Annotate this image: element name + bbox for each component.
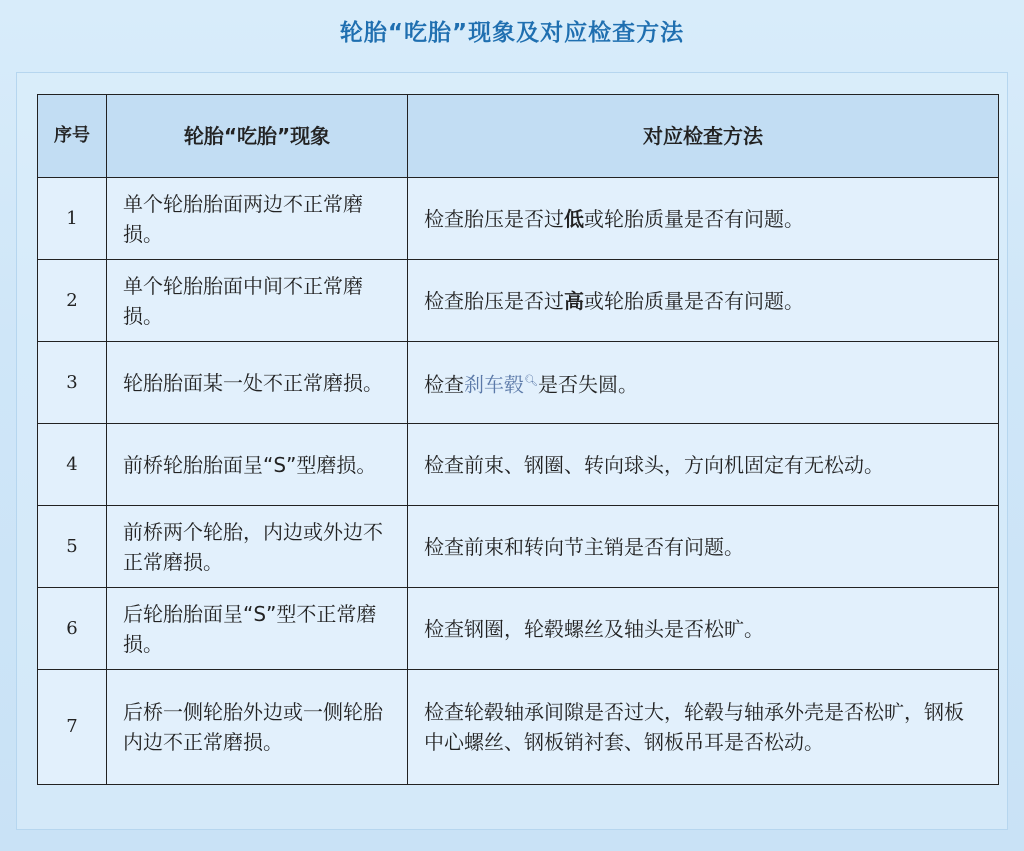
row-index: 4 xyxy=(38,424,107,506)
row-index: 6 xyxy=(38,588,107,670)
method-text: 检查胎压是否过 xyxy=(424,288,564,313)
header-index: 序号 xyxy=(38,95,107,178)
method-text: 或轮胎质量是否有问题。 xyxy=(584,206,804,231)
row-index: 5 xyxy=(38,506,107,588)
table-row xyxy=(38,506,999,588)
method-text: 检查胎压是否过 xyxy=(424,206,564,231)
tire-wear-table xyxy=(37,94,999,785)
method-text: 是否失圆。 xyxy=(537,372,638,397)
row-phenomenon: 前桥轮胎胎面呈“S”型磨损。 xyxy=(107,424,408,506)
table-row xyxy=(38,260,999,342)
row-index: 1 xyxy=(38,178,107,260)
row-phenomenon: 后桥一侧轮胎外边或一侧轮胎内边不正常磨损。 xyxy=(107,670,408,785)
row-method xyxy=(408,178,999,260)
row-phenomenon: 单个轮胎胎面两边不正常磨损。 xyxy=(107,178,408,260)
row-method: 检查钢圈，轮毂螺丝及轴头是否松旷。 xyxy=(408,588,999,670)
row-index: 7 xyxy=(38,670,107,785)
table-row xyxy=(38,178,999,260)
row-method: 检查轮毂轴承间隙是否过大，轮毂与轴承外壳是否松旷，钢板中心螺丝、钢板销衬套、钢板吊耳是否松动。 xyxy=(408,670,999,785)
table-row xyxy=(38,670,999,785)
method-text: 检查 xyxy=(424,372,464,397)
row-phenomenon: 单个轮胎胎面中间不正常磨损。 xyxy=(107,260,408,342)
header-phenomenon: 轮胎“吃胎”现象 xyxy=(107,95,408,178)
header-method: 对应检查方法 xyxy=(408,95,999,178)
brake-drum-link[interactable]: 刹车毂 xyxy=(464,372,524,397)
row-method: 检查前束、钢圈、转向球头，方向机固定有无松动。 xyxy=(408,424,999,506)
row-method: 检查前束和转向节主销是否有问题。 xyxy=(408,506,999,588)
table-row xyxy=(38,424,999,506)
row-phenomenon: 轮胎胎面某一处不正常磨损。 xyxy=(107,342,408,424)
row-method xyxy=(408,260,999,342)
search-icon[interactable]: 🔍︎ xyxy=(524,373,538,387)
row-phenomenon: 前桥两个轮胎，内边或外边不正常磨损。 xyxy=(107,506,408,588)
row-phenomenon: 后轮胎胎面呈“S”型不正常磨损。 xyxy=(107,588,408,670)
table-row xyxy=(38,588,999,670)
method-emphasis: 低 xyxy=(564,206,584,231)
method-emphasis: 高 xyxy=(564,288,584,313)
row-index: 3 xyxy=(38,342,107,424)
table-header-row xyxy=(38,95,999,178)
row-index: 2 xyxy=(38,260,107,342)
row-method xyxy=(408,342,999,424)
table-row xyxy=(38,342,999,424)
page-title: 轮胎“吃胎”现象及对应检查方法 xyxy=(339,20,685,46)
method-text: 或轮胎质量是否有问题。 xyxy=(584,288,804,313)
